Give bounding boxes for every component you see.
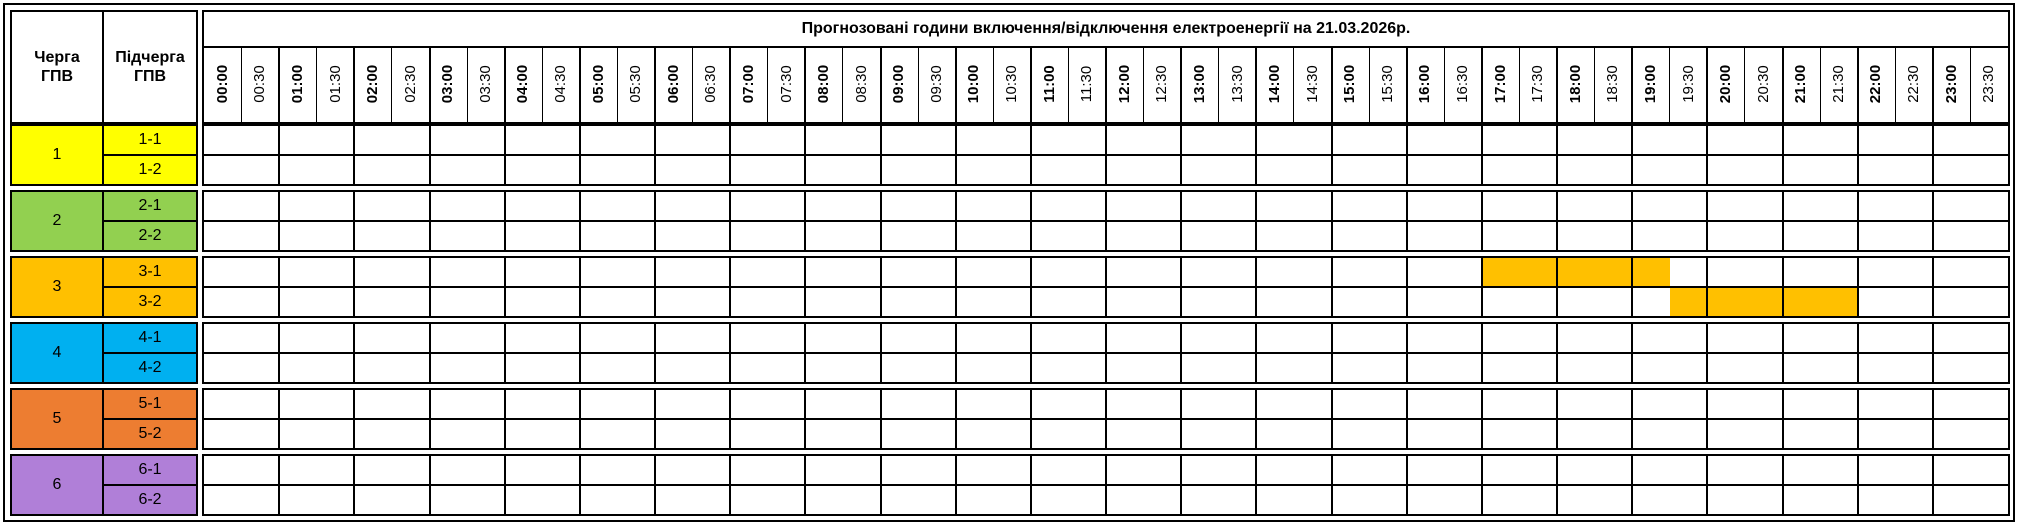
time-slot-label: 16:30 [1454, 65, 1472, 103]
queue-label-2: 2 [10, 190, 104, 252]
hour-divider [955, 190, 957, 252]
hour-divider [880, 322, 882, 384]
time-col-divider [241, 47, 242, 122]
hour-divider [353, 124, 355, 186]
hour-divider [278, 256, 280, 318]
hour-divider [1706, 190, 1708, 252]
hour-divider [1556, 388, 1558, 450]
hour-divider [654, 124, 656, 186]
hour-divider [1857, 454, 1859, 516]
hour-divider [654, 388, 656, 450]
hour-divider [1556, 322, 1558, 384]
subqueue-label-1-2: 1-2 [102, 154, 198, 186]
hour-divider [1030, 256, 1032, 318]
hour-divider [504, 124, 506, 186]
hour-divider [1030, 322, 1032, 384]
hour-divider [1406, 322, 1408, 384]
hour-divider [504, 190, 506, 252]
hour-divider [880, 190, 882, 252]
time-col-divider [1481, 47, 1483, 122]
time-col-divider [1857, 47, 1859, 122]
hour-divider [729, 256, 731, 318]
time-col-divider [1068, 47, 1069, 122]
hour-divider [1932, 190, 1934, 252]
subqueue-label-3-2: 3-2 [102, 286, 198, 318]
subqueue-label-6-1: 6-1 [102, 454, 198, 486]
hour-divider [1857, 388, 1859, 450]
hour-divider [804, 454, 806, 516]
hour-divider [804, 388, 806, 450]
hour-divider [1481, 190, 1483, 252]
time-col-divider [767, 47, 768, 122]
queue-label-4: 4 [10, 322, 104, 384]
hour-divider [1631, 454, 1633, 516]
queue-header-cell [10, 10, 104, 124]
hour-divider [729, 322, 731, 384]
hour-divider [1857, 322, 1859, 384]
hour-divider [804, 190, 806, 252]
hour-divider [729, 454, 731, 516]
hour-divider [1706, 454, 1708, 516]
time-col-divider [993, 47, 994, 122]
hour-divider [353, 256, 355, 318]
time-slot-label: 06:00 [664, 64, 682, 104]
hour-divider [1782, 124, 1784, 186]
time-slot-label: 11:30 [1078, 65, 1096, 103]
time-col-divider [1369, 47, 1370, 122]
time-col-divider [1820, 47, 1821, 122]
hour-divider [504, 454, 506, 516]
hour-divider [429, 322, 431, 384]
hour-divider [353, 322, 355, 384]
hour-divider [1180, 454, 1182, 516]
hour-divider [1331, 190, 1333, 252]
time-slot-label: 03:30 [476, 65, 494, 103]
hour-divider [504, 322, 506, 384]
time-slot-label: 10:00 [965, 64, 983, 104]
hour-divider [1782, 256, 1784, 318]
queue-label-5: 5 [10, 388, 104, 450]
queue-label-3: 3 [10, 256, 104, 318]
time-slot-label: 21:30 [1829, 65, 1847, 103]
time-col-divider [692, 47, 693, 122]
hour-divider [1706, 124, 1708, 186]
time-col-divider [617, 47, 618, 122]
hour-divider [278, 454, 280, 516]
time-col-divider [316, 47, 317, 122]
time-col-divider [1331, 47, 1333, 122]
time-col-divider [1519, 47, 1520, 122]
queue-label-6: 6 [10, 454, 104, 516]
time-slot-label: 07:30 [777, 65, 795, 103]
outage-slot [1519, 258, 1557, 287]
hour-divider [1481, 256, 1483, 318]
hour-divider [1105, 454, 1107, 516]
hour-divider [1706, 322, 1708, 384]
time-col-divider [1932, 47, 1934, 122]
time-slot-label: 14:30 [1303, 65, 1321, 103]
time-col-divider [1782, 47, 1784, 122]
subqueue-header-cell [102, 10, 198, 124]
hour-divider [1255, 454, 1257, 516]
time-slot-label: 18:00 [1566, 64, 1584, 104]
hour-divider [1180, 190, 1182, 252]
hour-divider [1255, 388, 1257, 450]
time-col-divider [1556, 47, 1558, 122]
hour-divider [1631, 190, 1633, 252]
subqueue-label-2-1: 2-1 [102, 190, 198, 222]
time-col-divider [804, 47, 806, 122]
time-col-divider [1744, 47, 1745, 122]
time-slot-label: 17:00 [1491, 64, 1509, 104]
time-col-divider [1105, 47, 1107, 122]
hour-divider [429, 388, 431, 450]
hour-divider [1406, 454, 1408, 516]
hour-divider [1180, 256, 1182, 318]
hour-divider [1782, 190, 1784, 252]
time-col-divider [391, 47, 392, 122]
outage-slot [1670, 287, 1708, 316]
hour-divider [504, 388, 506, 450]
time-slot-label: 09:30 [927, 65, 945, 103]
time-slot-label: 23:00 [1942, 64, 1960, 104]
hour-divider [1105, 322, 1107, 384]
hour-divider [504, 256, 506, 318]
time-slot-label: 10:30 [1003, 65, 1021, 103]
hour-divider [278, 124, 280, 186]
queue-header-label: Черга ГПВ [34, 49, 80, 85]
time-slot-label: 14:00 [1266, 64, 1284, 104]
time-slot-label: 19:30 [1679, 65, 1697, 103]
hour-divider [1857, 190, 1859, 252]
hour-divider [429, 190, 431, 252]
hour-divider [1406, 190, 1408, 252]
subqueue-label-4-2: 4-2 [102, 352, 198, 384]
hour-divider [579, 190, 581, 252]
time-slot-label: 18:30 [1604, 65, 1622, 103]
hour-divider [1481, 124, 1483, 186]
hour-divider [1932, 256, 1934, 318]
hour-divider [1631, 322, 1633, 384]
time-col-divider [1631, 47, 1633, 122]
subqueue-label-6-2: 6-2 [102, 484, 198, 516]
hour-divider [1631, 388, 1633, 450]
hour-divider [579, 454, 581, 516]
hour-divider [1481, 322, 1483, 384]
time-slot-label: 08:30 [852, 65, 870, 103]
time-slot-label: 23:30 [1980, 65, 1998, 103]
time-col-divider [429, 47, 431, 122]
hour-divider [278, 190, 280, 252]
hour-divider [579, 322, 581, 384]
time-col-divider [504, 47, 506, 122]
hour-divider [353, 388, 355, 450]
hour-divider [1631, 124, 1633, 186]
hour-divider [804, 124, 806, 186]
queue-label-1: 1 [10, 124, 104, 186]
time-slot-label: 17:30 [1529, 65, 1547, 103]
time-col-divider [467, 47, 468, 122]
hour-divider [353, 190, 355, 252]
hour-divider [1857, 256, 1859, 318]
hour-divider [1180, 322, 1182, 384]
time-slot-label: 02:30 [401, 65, 419, 103]
time-col-divider [654, 47, 656, 122]
time-col-divider [1218, 47, 1219, 122]
hour-divider [804, 256, 806, 318]
time-slot-label: 20:00 [1717, 64, 1735, 104]
hour-divider [1556, 190, 1558, 252]
subqueue-header-label: Підчерга ГПВ [115, 49, 185, 85]
schedule-title: Прогнозовані години включення/відключення електроенергії на 21.03.2026р. [801, 20, 1411, 37]
time-slot-label: 22:00 [1867, 64, 1885, 104]
outage-slot [1595, 258, 1633, 287]
hour-divider [1331, 454, 1333, 516]
time-slot-label: 00:30 [251, 65, 269, 103]
hour-divider [880, 124, 882, 186]
hour-divider [1030, 388, 1032, 450]
time-col-divider [1669, 47, 1670, 122]
time-col-divider [542, 47, 543, 122]
hour-divider [1255, 124, 1257, 186]
hour-divider [1556, 124, 1558, 186]
hour-divider [1556, 256, 1558, 318]
time-col-divider [1444, 47, 1445, 122]
hour-divider [429, 124, 431, 186]
hour-divider [1782, 388, 1784, 450]
hour-divider [654, 322, 656, 384]
time-slot-label: 15:00 [1341, 64, 1359, 104]
hour-divider [429, 256, 431, 318]
hour-divider [579, 388, 581, 450]
time-slot-label: 22:30 [1905, 65, 1923, 103]
time-col-divider [278, 47, 280, 122]
time-slot-label: 19:00 [1641, 64, 1659, 104]
hour-divider [955, 454, 957, 516]
time-col-divider [955, 47, 957, 122]
outage-slot [1783, 287, 1821, 316]
time-col-divider [579, 47, 581, 122]
hour-divider [955, 388, 957, 450]
time-slot-label: 01:30 [326, 65, 344, 103]
hour-divider [1857, 124, 1859, 186]
hour-divider [1030, 124, 1032, 186]
hour-divider [804, 322, 806, 384]
hour-divider [1255, 190, 1257, 252]
time-slot-label: 13:30 [1228, 65, 1246, 103]
time-slot-label: 08:00 [815, 64, 833, 104]
subqueue-label-5-2: 5-2 [102, 418, 198, 450]
hour-divider [1556, 454, 1558, 516]
hour-divider [579, 256, 581, 318]
time-slot-label: 12:00 [1115, 64, 1133, 104]
time-col-divider [1895, 47, 1896, 122]
hour-divider [1105, 388, 1107, 450]
time-slot-label: 01:00 [288, 64, 306, 104]
hour-divider [1030, 454, 1032, 516]
outage-slot [1707, 287, 1745, 316]
hour-divider [1255, 256, 1257, 318]
hour-divider [1255, 322, 1257, 384]
hour-divider [1481, 388, 1483, 450]
time-col-divider [1255, 47, 1257, 122]
time-slot-label: 05:00 [589, 64, 607, 104]
time-slot-label: 04:30 [552, 65, 570, 103]
hour-divider [1481, 454, 1483, 516]
outage-slot [1557, 258, 1595, 287]
time-col-divider [729, 47, 731, 122]
hour-divider [1406, 124, 1408, 186]
hour-divider [729, 124, 731, 186]
time-col-divider [1594, 47, 1595, 122]
hour-divider [278, 322, 280, 384]
hour-divider [880, 454, 882, 516]
time-col-divider [1706, 47, 1708, 122]
outage-slot [1632, 258, 1670, 287]
time-col-divider [1970, 47, 1971, 122]
hour-divider [654, 454, 656, 516]
hour-divider [1631, 256, 1633, 318]
hour-divider [955, 256, 957, 318]
hour-divider [729, 190, 731, 252]
outage-slot [1482, 258, 1520, 287]
subqueue-label-2-2: 2-2 [102, 220, 198, 252]
time-slot-label: 12:30 [1153, 65, 1171, 103]
hour-divider [880, 256, 882, 318]
time-slot-label: 02:00 [364, 64, 382, 104]
time-slot-label: 07:00 [739, 64, 757, 104]
time-slot-label: 09:00 [890, 64, 908, 104]
time-slot-label: 13:00 [1190, 64, 1208, 104]
hour-divider [955, 322, 957, 384]
hour-divider [1331, 256, 1333, 318]
time-slot-label: 21:00 [1792, 64, 1810, 104]
hour-divider [1932, 322, 1934, 384]
hour-divider [880, 388, 882, 450]
hour-divider [278, 388, 280, 450]
time-slot-label: 00:00 [213, 64, 231, 104]
time-slot-label: 04:00 [514, 64, 532, 104]
outage-slot [1745, 287, 1783, 316]
time-col-divider [880, 47, 882, 122]
hour-divider [429, 454, 431, 516]
hour-divider [353, 454, 355, 516]
hour-divider [654, 256, 656, 318]
hour-divider [1331, 322, 1333, 384]
time-slot-label: 06:30 [702, 65, 720, 103]
hour-divider [1406, 388, 1408, 450]
hour-divider [729, 388, 731, 450]
time-col-divider [1180, 47, 1182, 122]
hour-divider [1706, 256, 1708, 318]
hour-divider [1932, 454, 1934, 516]
time-col-divider [842, 47, 843, 122]
subqueue-label-1-1: 1-1 [102, 124, 198, 156]
time-col-divider [1406, 47, 1408, 122]
subqueue-label-3-1: 3-1 [102, 256, 198, 288]
subqueue-label-4-1: 4-1 [102, 322, 198, 354]
hour-divider [579, 124, 581, 186]
hour-divider [1782, 454, 1784, 516]
hour-divider [1406, 256, 1408, 318]
time-col-divider [1030, 47, 1032, 122]
hour-divider [955, 124, 957, 186]
hour-divider [1105, 124, 1107, 186]
time-slot-label: 15:30 [1378, 65, 1396, 103]
time-col-divider [1293, 47, 1294, 122]
time-col-divider [1143, 47, 1144, 122]
hour-divider [1706, 388, 1708, 450]
time-slot-label: 16:00 [1416, 64, 1434, 104]
hour-divider [1331, 388, 1333, 450]
hour-divider [1331, 124, 1333, 186]
hour-divider [1782, 322, 1784, 384]
time-slot-label: 05:30 [627, 65, 645, 103]
hour-divider [1105, 190, 1107, 252]
time-slot-label: 11:00 [1040, 65, 1058, 103]
time-col-divider [353, 47, 355, 122]
time-slot-label: 20:30 [1754, 65, 1772, 103]
hour-divider [1180, 124, 1182, 186]
hour-divider [1932, 388, 1934, 450]
hour-divider [1932, 124, 1934, 186]
hour-divider [1180, 388, 1182, 450]
subqueue-label-5-1: 5-1 [102, 388, 198, 420]
hour-divider [1105, 256, 1107, 318]
hour-divider [1030, 190, 1032, 252]
time-slot-label: 03:00 [439, 64, 457, 104]
time-col-divider [918, 47, 919, 122]
outage-slot [1820, 287, 1858, 316]
hour-divider [654, 190, 656, 252]
